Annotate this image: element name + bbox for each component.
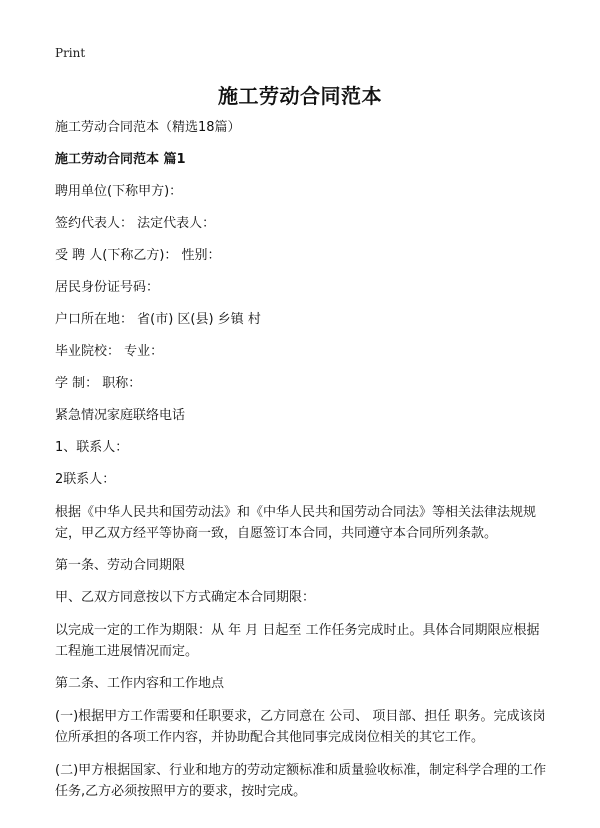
paragraph-school: 毕业院校： 专业： [55,344,164,359]
paragraph-employer: 聘用单位(下称甲方)： [55,184,183,199]
paragraph-contact-1: 1、联系人： [55,440,129,455]
paragraph-representative: 签约代表人： 法定代表人： [55,216,216,231]
paragraph-education: 学 制： 职称： [55,376,142,391]
section-heading: 施工劳动合同范本 篇1 [55,152,186,167]
paragraph-employee: 受 聘 人(下称乙方)： 性别： [55,248,221,263]
paragraph-work-content-2: (二)甲方根据国家、行业和地方的劳动定额标准和质量验收标准，制定科学合理的工作任务,乙方必须按照甲方的要求，按时完成。 [55,763,547,799]
paragraph-legal-basis: 根据《中华人民共和国劳动法》和《中华人民共和国劳动合同法》等相关法律法规规定，甲乙双方经平等协商一致，自愿签订本合同，共同遵守本合同所列条款。 [55,505,537,541]
paragraph-term-detail: 以完成一定的工作为期限：从 年 月 日起至 工作任务完成时止。具体合同期限应根据工程施工进展情况而定。 [55,623,540,659]
paragraph-contact-2: 2联系人： [55,472,116,487]
article-1-heading: 第一条、劳动合同期限 [55,558,186,573]
document-title: 施工劳动合同范本 [218,84,382,108]
paragraph-id-number: 居民身份证号码： [55,280,160,295]
document-subtitle: 施工劳动合同范本（精选18篇） [55,120,241,135]
print-link[interactable]: Print [55,46,86,60]
paragraph-work-content-1: (一)根据甲方工作需要和任职要求，乙方同意在 公司、 项目部、担任 职务。完成该岗位所承担的各项工作内容，并协助配合其他同事完成岗位相关的其它工作。 [55,709,546,745]
paragraph-emergency-phone: 紧急情况家庭联络电话 [55,408,186,423]
document-body [55,118,550,814]
article-2-heading: 第二条、工作内容和工作地点 [55,676,225,691]
paragraph-term-method: 甲、乙双方同意按以下方式确定本合同期限： [55,590,316,605]
paragraph-household: 户口所在地： 省(市) 区(县) 乡镇 村 [55,312,261,327]
